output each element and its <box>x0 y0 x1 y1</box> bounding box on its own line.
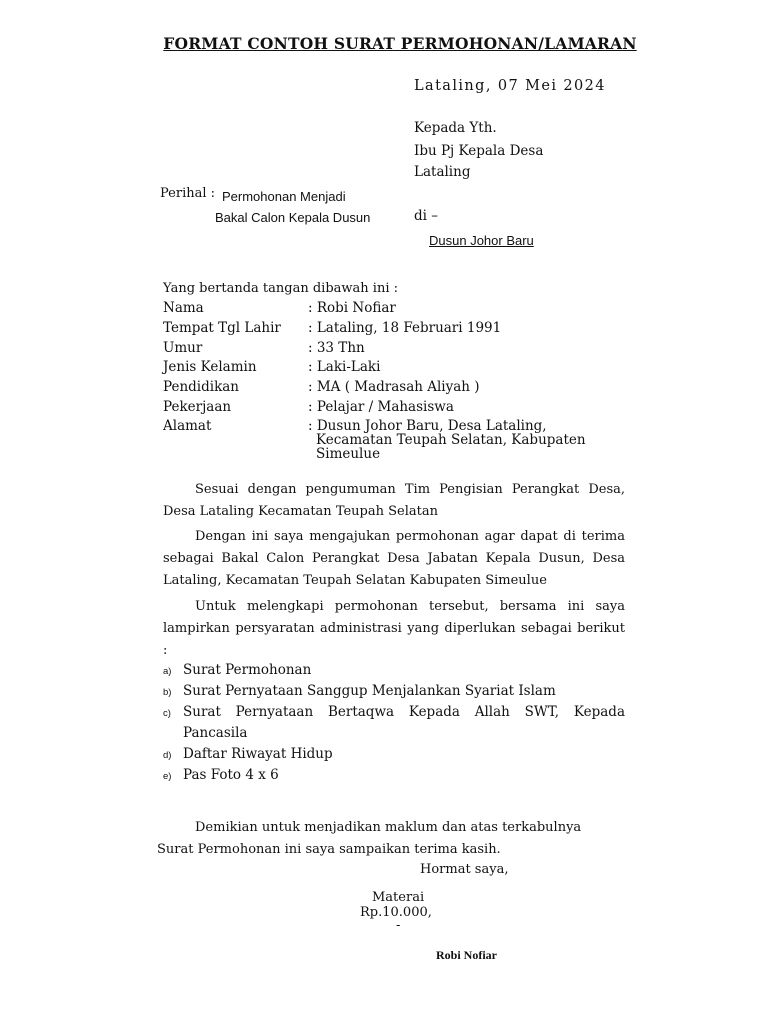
identity-value-age: : 33 Thn <box>308 340 365 356</box>
identity-value-address-3: Simeulue <box>316 446 381 462</box>
place-date: Lataling, 07 Mei 2024 <box>414 78 606 94</box>
stamp-amount: Rp.10.000, <box>360 905 432 920</box>
subject-line-1: Permohonan Menjadi <box>222 189 346 204</box>
identity-label-gender: Jenis Kelamin <box>163 359 257 375</box>
list-item: c) Surat Pernyataan Bertaqwa Kepada Allah SWT, Kepada <box>163 704 625 720</box>
subject-line-2: Bakal Calon Kepala Dusun <box>215 210 371 225</box>
recipient-line-2: Ibu Pj Kepala Desa <box>414 143 544 159</box>
stamp-label: Materai <box>372 890 425 905</box>
recipient-location: Dusun Johor Baru <box>429 233 534 248</box>
identity-value-birth: : Lataling, 18 Februari 1991 <box>308 320 502 336</box>
paragraph-requirements: Untuk melengkapi permohonan tersebut, bersama ini saya lampirkan persyaratan administrasi yang diperlukan sebagai berikut : <box>163 599 625 658</box>
list-item-continuation: Pancasila <box>183 725 248 741</box>
recipient-line-3: Lataling <box>414 164 471 180</box>
identity-label-address: Alamat <box>163 418 212 434</box>
stamp-dash: - <box>396 918 401 933</box>
identity-value-address-2: Kecamatan Teupah Selatan, Kabupaten <box>316 432 586 448</box>
identity-label-education: Pendidikan <box>163 379 240 395</box>
list-item: b) Surat Pernyataan Sanggup Menjalankan Syariat Islam <box>163 683 556 699</box>
recipient-di: di – <box>414 208 439 224</box>
subject-label: Perihal : <box>160 186 216 201</box>
identity-value-name: : Robi Nofiar <box>308 300 396 316</box>
identity-value-education: : MA ( Madrasah Aliyah ) <box>308 379 480 395</box>
closing-regards: Hormat saya, <box>420 862 509 877</box>
identity-label-name: Nama <box>163 300 204 316</box>
identity-label-job: Pekerjaan <box>163 399 232 415</box>
intro-text: Yang bertanda tangan dibawah ini : <box>163 281 398 296</box>
list-item: e) Pas Foto 4 x 6 <box>163 767 279 783</box>
identity-value-job: : Pelajar / Mahasiswa <box>308 399 454 415</box>
paragraph-announcement: Sesuai dengan pengumuman Tim Pengisian Perangkat Desa, Desa Lataling Kecamatan Teupah Selatan <box>163 482 625 519</box>
identity-value-gender: : Laki-Laki <box>308 359 381 375</box>
recipient-line-1: Kepada Yth. <box>414 120 497 136</box>
closing-line-2: Surat Permohonan ini saya sampaikan terima kasih. <box>157 842 501 857</box>
list-item: d) Daftar Riwayat Hidup <box>163 746 333 762</box>
identity-label-birth: Tempat Tgl Lahir <box>163 320 281 336</box>
identity-value-address-1: : Dusun Johor Baru, Desa Lataling, <box>308 418 547 434</box>
letter-title: FORMAT CONTOH SURAT PERMOHONAN/LAMARAN <box>163 34 637 53</box>
identity-label-age: Umur <box>163 340 203 356</box>
paragraph-application: Dengan ini saya mengajukan permohonan agar dapat di terima sebagai Bakal Calon Perangkat Desa Jabatan Kepala Dusun, Desa Lataling, Kecamatan Teupah Selatan Kabupaten Simeulue <box>163 529 625 588</box>
closing-line-1: Demikian untuk menjadikan maklum dan atas terkabulnya <box>195 820 582 835</box>
list-item: a) Surat Permohonan <box>163 662 312 678</box>
signature-name: Robi Nofiar <box>436 948 497 962</box>
